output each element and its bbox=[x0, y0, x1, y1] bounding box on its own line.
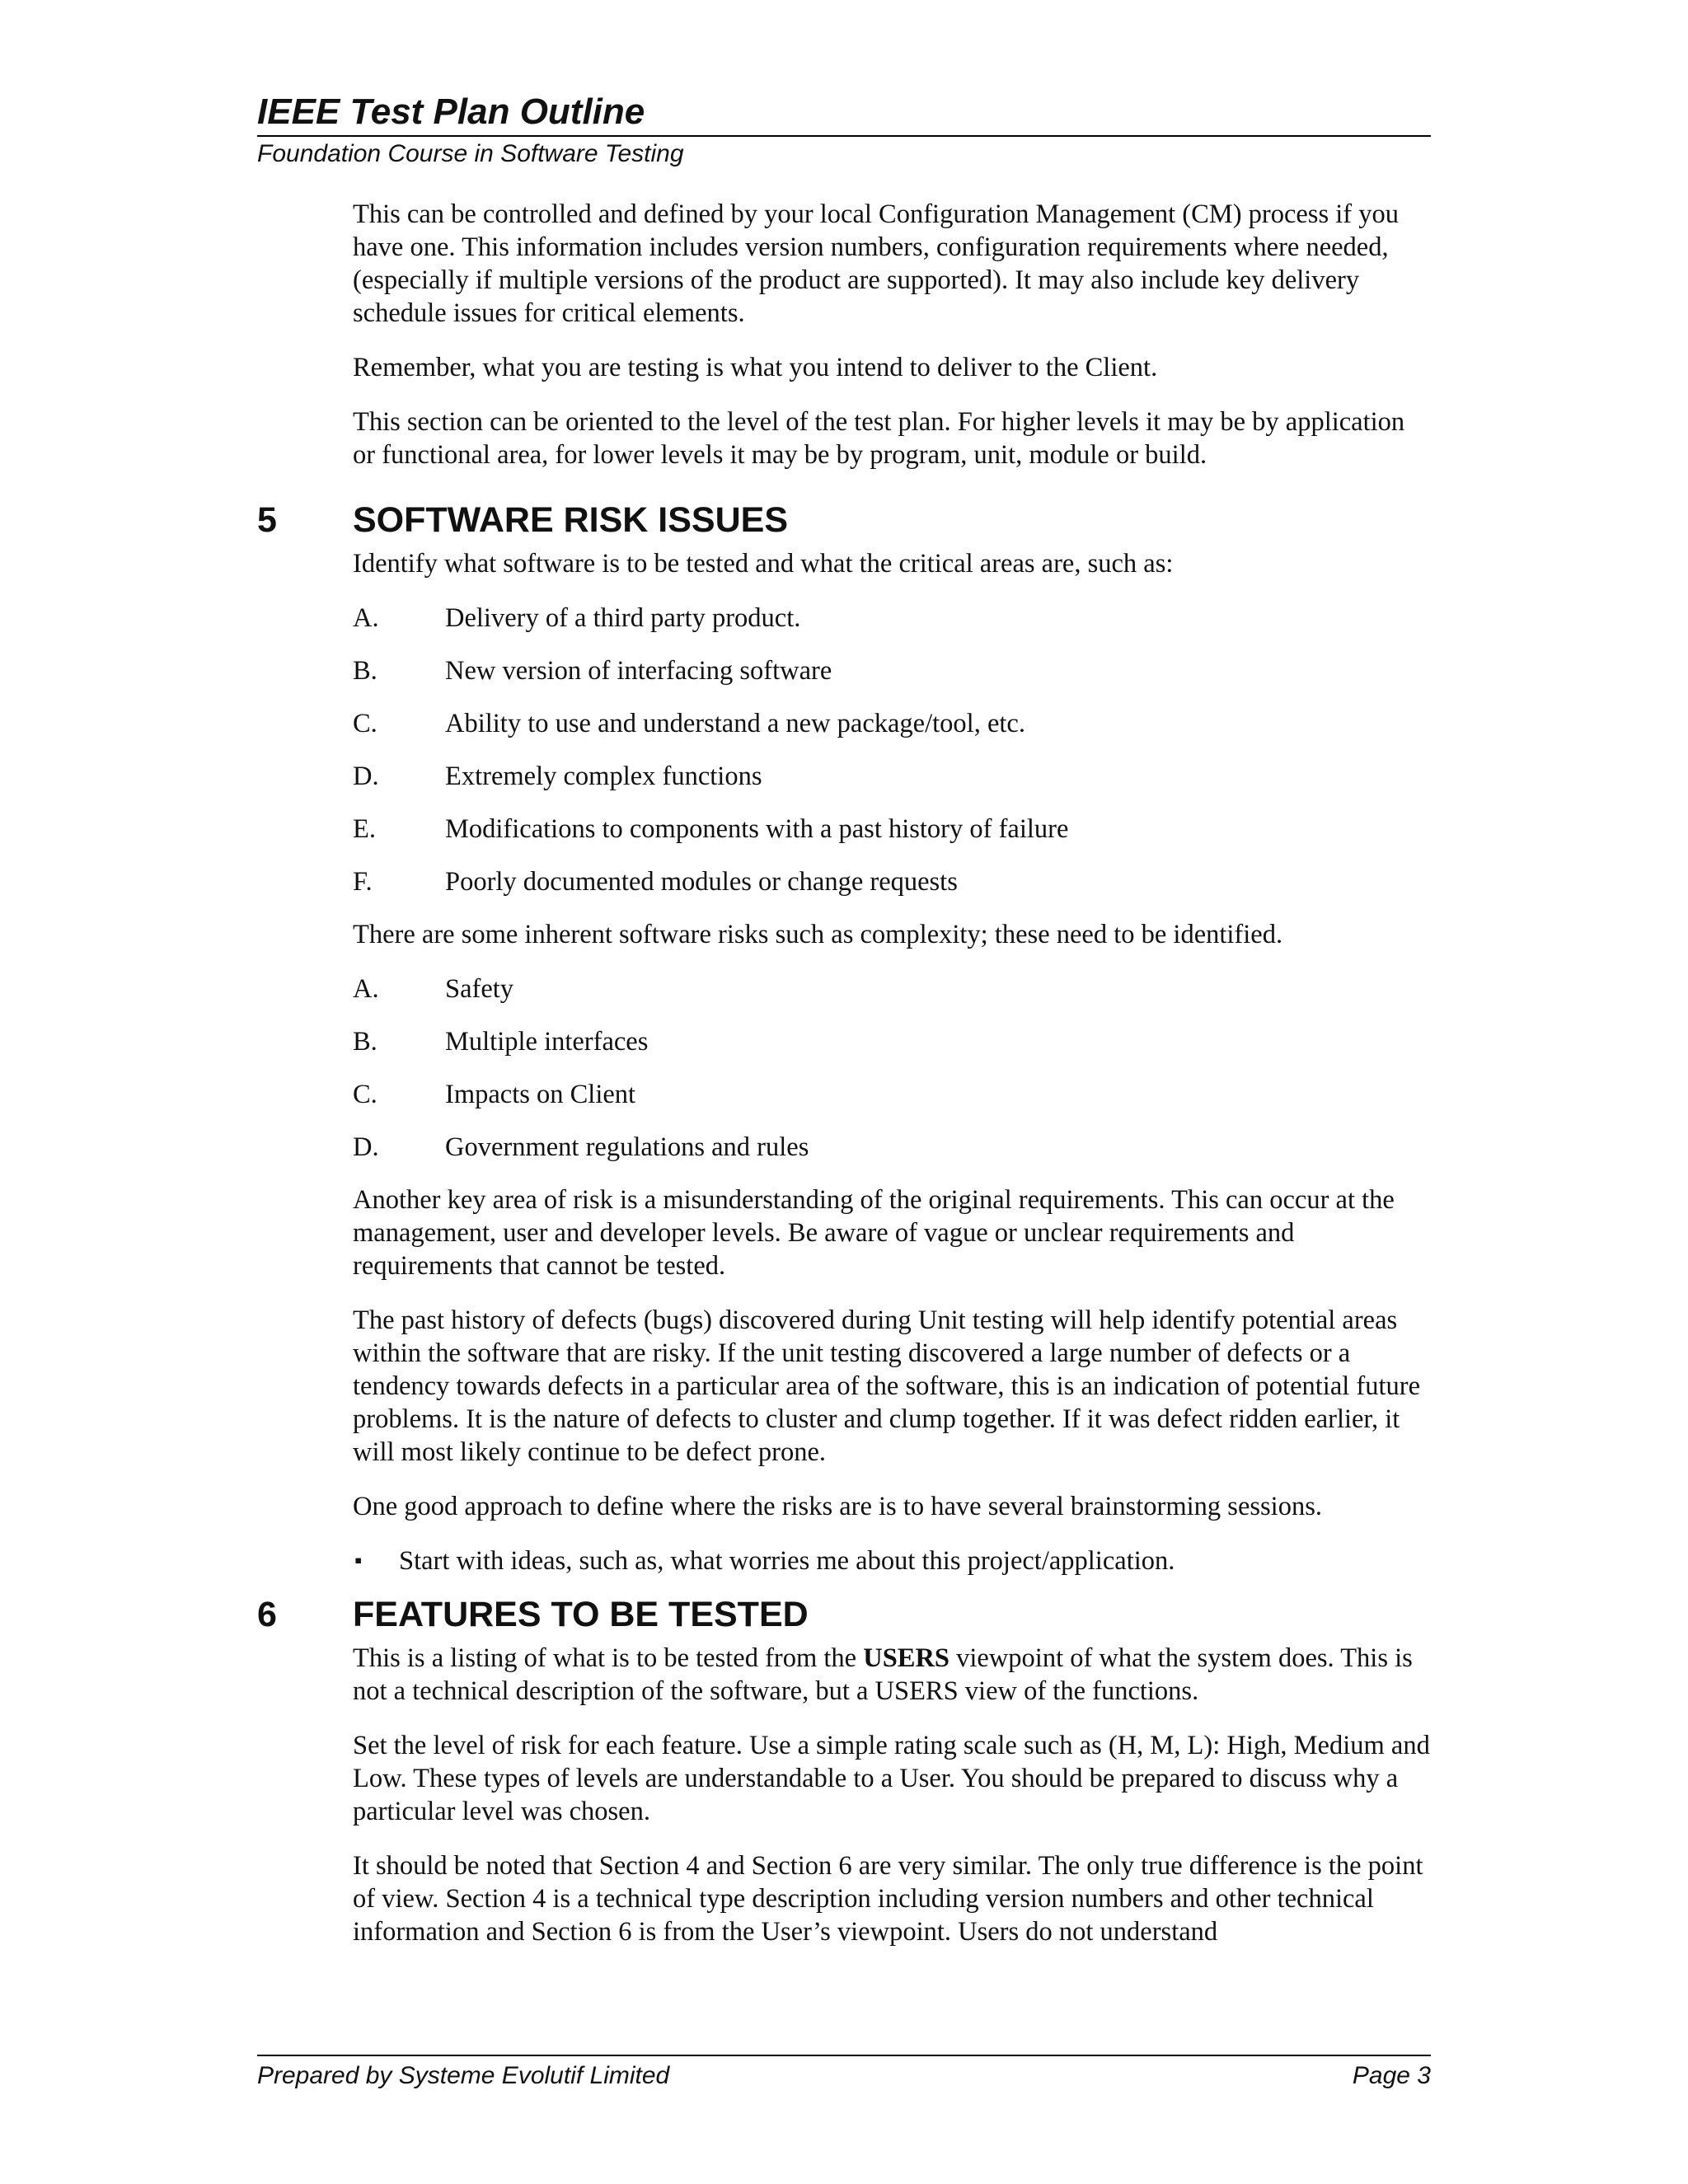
defect-history-paragraph: The past history of defects (bugs) discovered during Unit testing will help identify potential areas within the software that are risky. If the unit testing discovered a large number of defects or a tendency towards defects in a particular area of the software, this is an indication of potential future problems. It is the nature of defects to cluster and clump together. If it was defect ridden earlier, it will most likely continue to be defect prone. bbox=[353, 1305, 1421, 1467]
inherent-risks-list bbox=[353, 972, 1432, 1164]
inherent-risks-paragraph: There are some inherent software risks such as complexity; these need to be identified. bbox=[353, 920, 1283, 949]
list-item-label: C. bbox=[353, 1080, 377, 1109]
brainstorming-paragraph: One good approach to define where the risks are is to have several brainstorming sessions. bbox=[353, 1492, 1322, 1521]
list-item-text: Safety bbox=[445, 974, 514, 1004]
intro-paragraph-1: This can be controlled and defined by your local Configuration Management (CM) process if you have one. This information includes version numbers, configuration requirements where needed, (especially if multiple versions of the product are supported). It may also include key delivery schedule issues for critical elements. bbox=[353, 199, 1399, 328]
list-item-label: A. bbox=[353, 603, 379, 633]
features-paragraph-3: It should be noted that Section 4 and Section 6 are very similar. The only true difference is the point of view. Section 4 is a technical type description including version numbers and other technical information and Section 6 is from the User’s viewpoint. Users do not understand bbox=[353, 1851, 1423, 1947]
list-item bbox=[353, 707, 1432, 740]
users-emphasis: USERS bbox=[863, 1643, 950, 1673]
features-paragraph-1-start: This is a listing of what is to be tested from the bbox=[353, 1643, 864, 1673]
section-5-intro: Identify what software is to be tested and what the critical areas are, such as: bbox=[353, 549, 1174, 579]
list-item bbox=[353, 1025, 1432, 1058]
list-item-text: New version of interfacing software bbox=[445, 656, 832, 686]
critical-areas-list bbox=[353, 602, 1432, 898]
list-item-label: C. bbox=[353, 709, 377, 738]
section-6-title: FEATURES TO BE TESTED bbox=[353, 1595, 809, 1634]
list-item bbox=[353, 972, 1432, 1005]
list-item-label: D. bbox=[353, 762, 379, 791]
list-item-label: F. bbox=[353, 867, 373, 897]
list-item-text: Impacts on Client bbox=[445, 1080, 636, 1109]
list-item-text: Ability to use and understand a new package/tool, etc. bbox=[445, 709, 1025, 738]
section-5-title: SOFTWARE RISK ISSUES bbox=[353, 500, 789, 540]
section-6-number: 6 bbox=[257, 1595, 277, 1634]
list-item-text: Delivery of a third party product. bbox=[445, 603, 801, 633]
list-item bbox=[353, 760, 1432, 793]
section-5-number: 5 bbox=[257, 500, 277, 540]
list-item bbox=[353, 813, 1432, 846]
bullet-item-text: Start with ideas, such as, what worries me about this project/application. bbox=[399, 1546, 1175, 1576]
list-item bbox=[353, 602, 1432, 635]
footer-prepared-by: Prepared by Systeme Evolutif Limited bbox=[257, 2062, 670, 2089]
list-item-label: D. bbox=[353, 1132, 379, 1162]
footer-page-number: Page 3 bbox=[1352, 2062, 1431, 2089]
square-bullet-icon: ▪ bbox=[354, 1549, 363, 1572]
list-item bbox=[353, 1078, 1432, 1111]
features-paragraph-2: Set the level of risk for each feature. Use a simple rating scale such as (H, M, L): High, Medium and Low. These types of levels are understandable to a User. You should be prepared to discuss why a particular level was chosen. bbox=[353, 1731, 1430, 1826]
list-item-label: B. bbox=[353, 1027, 377, 1057]
list-item-label: B. bbox=[353, 656, 377, 686]
features-paragraph-1 bbox=[353, 1642, 1432, 1708]
list-item-text: Poorly documented modules or change requests bbox=[445, 867, 958, 897]
document-body bbox=[257, 198, 1432, 1970]
list-item-label: A. bbox=[353, 974, 379, 1004]
brainstorming-bullets bbox=[353, 1544, 1432, 1577]
intro-paragraph-2: Remember, what you are testing is what you intend to deliver to the Client. bbox=[353, 353, 1158, 382]
intro-paragraph-3: This section can be oriented to the level of the test plan. For higher levels it may be by application or functional area, for lower levels it may be by program, unit, module or build. bbox=[353, 407, 1405, 470]
footer-rule bbox=[257, 2055, 1431, 2056]
list-item bbox=[353, 865, 1432, 898]
bullet-item bbox=[353, 1544, 1432, 1577]
list-item-text: Government regulations and rules bbox=[445, 1132, 809, 1162]
header-title: IEEE Test Plan Outline bbox=[257, 91, 645, 132]
section-6-heading bbox=[257, 1592, 1432, 1637]
list-item-text: Extremely complex functions bbox=[445, 762, 762, 791]
list-item-text: Multiple interfaces bbox=[445, 1027, 649, 1057]
header-subtitle: Foundation Course in Software Testing bbox=[257, 140, 684, 167]
features-paragraph-1-end: viewpoint of what the system does. This is not a technical description of the software, but a USERS view of the functions. bbox=[353, 1643, 1413, 1706]
header-rule bbox=[257, 135, 1431, 137]
list-item-label: E. bbox=[353, 814, 376, 844]
requirements-risk-paragraph: Another key area of risk is a misunderstanding of the original requirements. This can occur at the management, user and developer levels. Be aware of vague or unclear requirements and requirements that cannot be tested. bbox=[353, 1185, 1395, 1281]
list-item-text: Modifications to components with a past history of failure bbox=[445, 814, 1069, 844]
section-5-heading bbox=[257, 498, 1432, 542]
list-item bbox=[353, 654, 1432, 687]
list-item bbox=[353, 1131, 1432, 1164]
